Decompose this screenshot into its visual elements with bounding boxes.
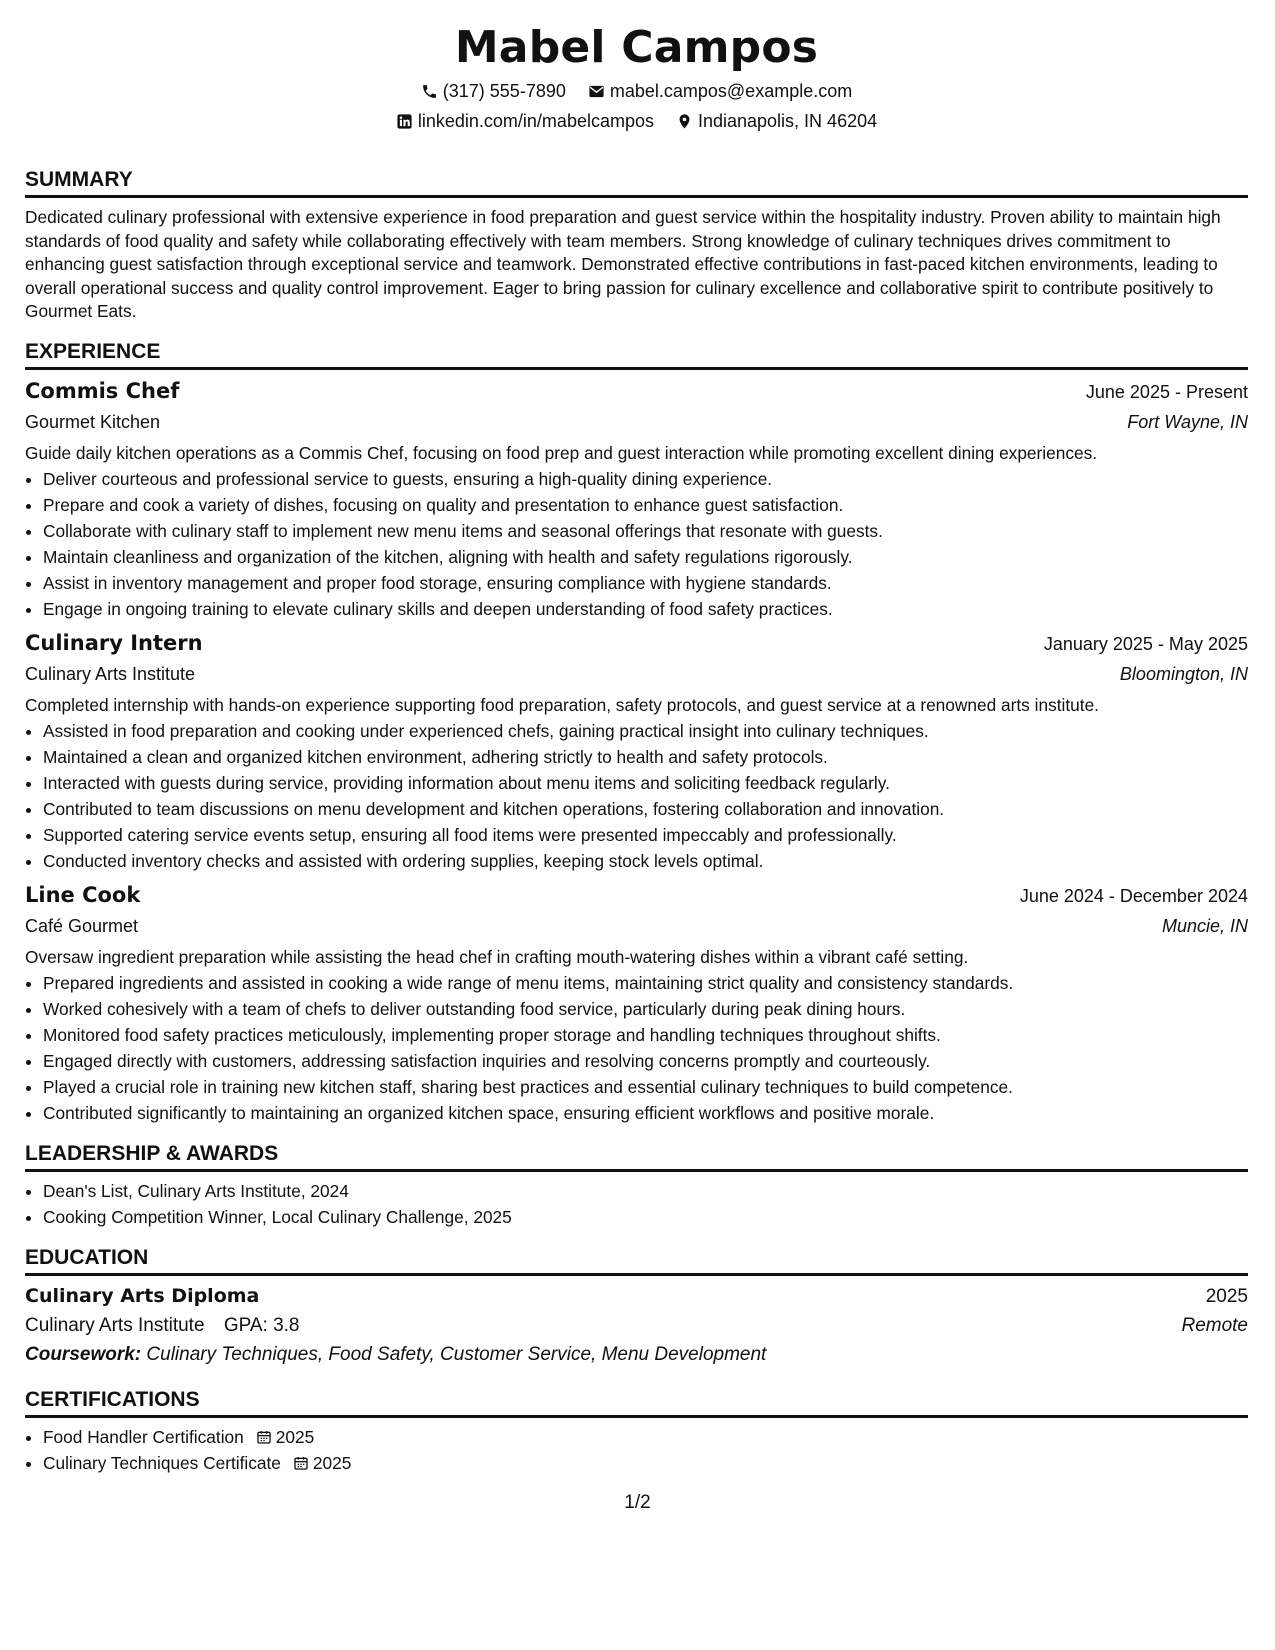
job-title: Commis Chef [25,378,180,403]
calendar-icon [293,1455,309,1471]
resume-page [25,20,1248,1476]
education-title: EDUCATION [25,1244,1248,1276]
summary-title: SUMMARY [25,166,1248,198]
coursework-text: Culinary Techniques, Food Safety, Customer Service, Menu Development [146,1343,767,1365]
list-item: • Prepare and cook a variety of dishes, focusing on quality and presentation to enhance guest satisfaction. [43,492,1248,518]
list-item: • Interacted with guests during service, providing information about menu items and soliciting feedback regularly. [43,770,1248,796]
contact-row-1 [25,76,1248,106]
candidate-name: Mabel Campos [454,22,819,73]
coursework [25,1340,1248,1370]
experience-section [25,338,1248,1126]
linkedin-text[interactable]: linkedin.com/in/mabelcampos [417,111,654,131]
list-item: • Supported catering service events setup, ensuring all food items were presented impeccably and professionally. [43,822,1248,848]
job-entry [25,880,1248,1126]
job-description: Completed internship with hands-on experience supporting food preparation, safety protocols, and guest service at a renowned arts institute. [25,694,1099,715]
contact-row-2 [25,106,1248,136]
job-company: Culinary Arts Institute [25,663,196,684]
job-bullets [25,466,1248,622]
coursework-label: Coursework: [25,1343,142,1365]
list-item: • Contributed significantly to maintaining an organized kitchen space, ensuring efficient workflows and positive morale. [43,1100,1248,1126]
certification-name: • Food Handler Certification [43,1426,244,1447]
education-location: Remote [1181,1314,1248,1336]
email-contact[interactable] [588,76,852,106]
certifications-section [25,1386,1248,1476]
phone-icon [421,83,438,100]
education-degree: Culinary Arts Diploma [25,1284,260,1307]
calendar-icon [256,1429,272,1445]
job-description: Oversaw ingredient preparation while assisting the head chef in crafting mouth-watering dishes within a vibrant café setting. [25,946,969,967]
list-item: • Dean's List, Culinary Arts Institute, 2024 [43,1178,1248,1204]
job-location: Muncie, IN [1161,915,1248,936]
job-entry [25,376,1248,622]
job-company: Gourmet Kitchen [25,411,161,432]
job-description: Guide daily kitchen operations as a Commis Chef, focusing on food prep and guest interaction while promoting excellent dining experiences. [25,442,1098,463]
list-item: • Engage in ongoing training to elevate culinary skills and deepen understanding of food safety practices. [43,596,1248,622]
location-text: Indianapolis, IN 46204 [697,111,878,131]
linkedin-icon [396,113,413,130]
awards-list [25,1178,1248,1230]
list-item: • Monitored food safety practices meticulously, implementing proper storage and handling techniques throughout shifts. [43,1022,1248,1048]
list-item: • Contributed to team discussions on menu development and kitchen operations, fostering collaboration and innovation. [43,796,1248,822]
job-location: Fort Wayne, IN [1127,411,1248,432]
certification-date: 2025 [312,1452,352,1473]
certification-date: 2025 [275,1426,315,1447]
job-dates: January 2025 - May 2025 [1043,633,1248,654]
education-gpa: GPA: 3.8 [223,1314,300,1336]
linkedin-contact[interactable] [396,106,654,136]
map-pin-icon [676,113,693,130]
summary-text: Dedicated culinary professional with extensive experience in food preparation and guest service within the hospitality industry. Proven ability to maintain high standards of food quality and safety while collaborating effectively with team members. Strong knowledge of culinary techniques drives commitment to enhancing guest satisfaction through exceptional service and teamwork. Demonstrated effective contributions in fast-paced kitchen environments, leading to overall operational success and quality control improvement. Eager to bring passion for culinary excellence and collaborative spirit to contribute positively to Gourmet Eats. [25,207,1221,322]
job-bullets [25,970,1248,1126]
certifications-title: CERTIFICATIONS [25,1386,1248,1418]
job-company: Café Gourmet [25,915,139,936]
education-school: Culinary Arts Institute [25,1314,205,1336]
list-item: • Deliver courteous and professional service to guests, ensuring a high-quality dining experience. [43,466,1248,492]
list-item: • Conducted inventory checks and assisted with ordering supplies, keeping stock levels optimal. [43,848,1248,874]
education-section [25,1244,1248,1370]
list-item: • Assist in inventory management and proper food storage, ensuring compliance with hygiene standards. [43,570,1248,596]
certifications-list [25,1424,1248,1476]
list-item: • Cooking Competition Winner, Local Culinary Challenge, 2025 [43,1204,1248,1230]
list-item: • Worked cohesively with a team of chefs to deliver outstanding food service, particularly during peak dining hours. [43,996,1248,1022]
phone-text: (317) 555-7890 [442,81,566,101]
envelope-icon [588,83,605,100]
job-location: Bloomington, IN [1119,663,1248,684]
awards-section [25,1140,1248,1230]
job-dates: June 2025 - Present [1085,381,1248,402]
list-item: • Assisted in food preparation and cooking under experienced chefs, gaining practical insight into culinary techniques. [43,718,1248,744]
page-number: 1/2 [624,1492,651,1513]
list-item: • Collaborate with culinary staff to implement new menu items and seasonal offerings that resonate with guests. [43,518,1248,544]
email-text[interactable]: mabel.campos@example.com [609,81,853,101]
awards-title: LEADERSHIP & AWARDS [25,1140,1248,1172]
experience-title: EXPERIENCE [25,338,1248,370]
job-title: Culinary Intern [25,630,203,655]
summary-section [25,166,1248,324]
list-item: • Engaged directly with customers, addressing satisfaction inquiries and resolving concerns promptly and courteously. [43,1048,1248,1074]
list-item [43,1424,1248,1450]
job-dates: June 2024 - December 2024 [1019,885,1248,906]
certification-name: • Culinary Techniques Certificate [43,1452,281,1473]
list-item: • Prepared ingredients and assisted in cooking a wide range of menu items, maintaining strict quality and consistency standards. [43,970,1248,996]
list-item: • Played a crucial role in training new kitchen staff, sharing best practices and essential culinary techniques to build competence. [43,1074,1248,1100]
job-bullets [25,718,1248,874]
list-item: • Maintain cleanliness and organization of the kitchen, aligning with health and safety regulations rigorously. [43,544,1248,570]
location-contact [676,106,877,136]
list-item [43,1450,1248,1476]
education-year: 2025 [1205,1285,1248,1307]
list-item: • Maintained a clean and organized kitchen environment, adhering strictly to health and safety protocols. [43,744,1248,770]
job-entry [25,628,1248,874]
phone-contact [421,76,566,106]
job-title: Line Cook [25,882,141,907]
